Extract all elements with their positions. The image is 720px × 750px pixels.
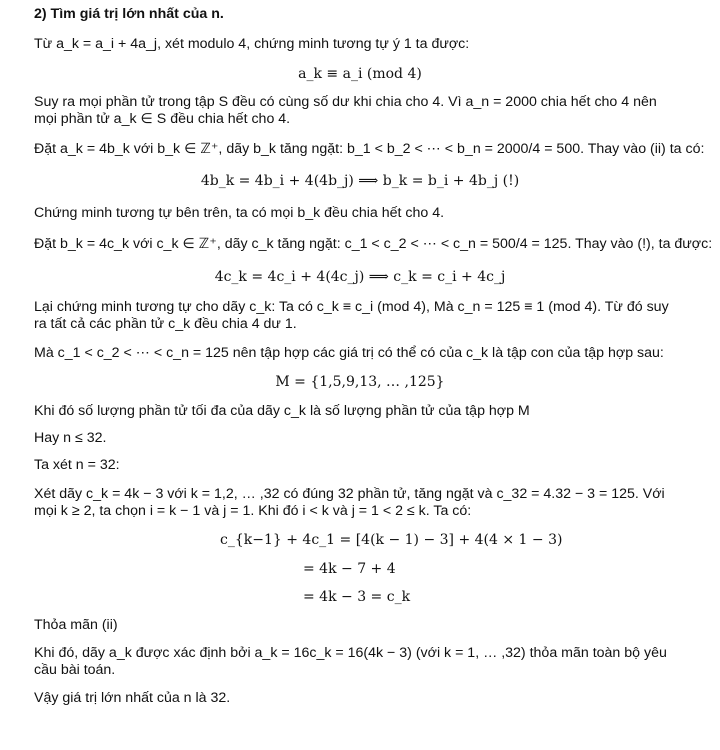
text-line-eq5b: = 4k − 7 + 4 (303, 561, 396, 577)
text-line-l5: Đặt b_k = 4c_k với c_k ∈ ℤ⁺, dãy c_k tăng ngặt: c_1 < c_2 < ⋯ < c_n = 500/4 = 125. Thay vào (!), ta được: (34, 236, 713, 252)
text-line-l6b: ra tất cả các phần tử c_k đều chia 4 dư 1. (34, 316, 297, 332)
text-line-l6a: Lại chứng minh tương tự cho dãy c_k: Ta có c_k ≡ c_i (mod 4), Mà c_n = 125 ≡ 1 (mod 4). Từ đó suy (34, 299, 669, 315)
text-line-l4: Chứng minh tương tự bên trên, ta có mọi b_k đều chia hết cho 4. (34, 205, 445, 221)
text-line-l13b: cầu bài toán. (34, 662, 116, 678)
text-line-l3: Đặt a_k = 4b_k với b_k ∈ ℤ⁺, dãy b_k tăng ngặt: b_1 < b_2 < ⋯ < b_n = 2000/4 = 500. Thay vào (ii) ta có: (34, 141, 705, 157)
text-line-l2b: mọi phần tử a_k ∈ S đều chia hết cho 4. (34, 111, 291, 127)
text-line-eq1: a_k ≡ a_i (mod 4) (298, 66, 422, 82)
text-line-eq3: 4c_k = 4c_i + 4(4c_j) ⟹ c_k = c_i + 4c_j (214, 269, 506, 285)
text-line-eq5c: = 4k − 3 = c_k (303, 589, 411, 605)
text-line-l11a: Xét dãy c_k = 4k − 3 với k = 1,2, … ,32 có đúng 32 phần tử, tăng ngặt và c_32 = 4.32 − 3 = 125. Với (34, 486, 665, 502)
text-line-l1: Từ a_k = a_i + 4a_j, xét modulo 4, chứng minh tương tự ý 1 ta được: (34, 36, 470, 52)
text-line-eq2: 4b_k = 4b_i + 4(4b_j) ⟹ b_k = b_i + 4b_j (!) (200, 173, 520, 189)
text-line-l14: Vậy giá trị lớn nhất của n là 32. (34, 690, 231, 706)
text-line-l2a: Suy ra mọi phần tử trong tập S đều có cùng số dư khi chia cho 4. Vì a_n = 2000 chia hết cho 4 nên (34, 94, 657, 110)
text-line-title: 2) Tìm giá trị lớn nhất của n. (34, 6, 224, 22)
text-line-l10: Ta xét n = 32: (34, 457, 120, 473)
text-line-l8: Khi đó số lượng phần tử tối đa của dãy c_k là số lượng phần tử của tập hợp M (34, 403, 530, 419)
text-line-l9: Hay n ≤ 32. (34, 430, 107, 446)
text-line-l7: Mà c_1 < c_2 < ⋯ < c_n = 125 nên tập hợp các giá trị có thể có của c_k là tập con của tập hợp sau: (34, 345, 664, 361)
text-line-l13a: Khi đó, dãy a_k được xác định bởi a_k = 16c_k = 16(4k − 3) (với k = 1, … ,32) thỏa mãn toàn bộ yêu (34, 645, 667, 661)
text-line-eq4: M = {1,5,9,13, … ,125} (275, 374, 445, 390)
text-line-eq5a: c_{k−1} + 4c_1 = [4(k − 1) − 3] + 4(4 × 1 − 3) (220, 532, 563, 548)
text-line-l11b: mọi k ≥ 2, ta chọn i = k − 1 và j = 1. Khi đó i < k và j = 1 < 2 ≤ k. Ta có: (34, 503, 472, 519)
text-line-l12: Thỏa mãn (ii) (34, 617, 118, 633)
